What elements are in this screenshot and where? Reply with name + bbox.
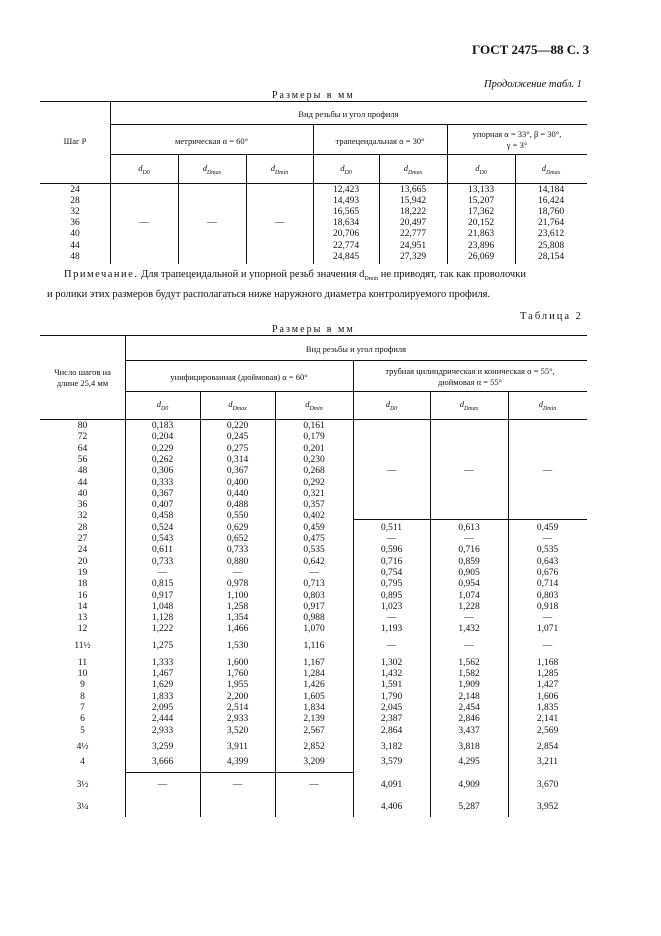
table2-unified-dmax: 3,520: [226, 725, 249, 736]
table2-steps: 4½: [76, 741, 89, 752]
table2-steps: 24: [77, 545, 88, 556]
table2-unified-dmin: 0,268: [303, 466, 325, 477]
table2-pipe-dmax: 5,287: [458, 802, 480, 812]
table2-unified-dmin: 0,201: [303, 443, 325, 454]
table2-head-pipe-2: дюймовая α = 55°: [438, 377, 502, 387]
table2-unified-dmax: 0,245: [226, 432, 249, 443]
table1-butt-dmax: 14,184: [537, 185, 565, 195]
table2-pipe-dmin: —: [542, 534, 553, 544]
table2-pipe-dmin: 1,071: [536, 624, 559, 635]
table1-subhead-3-symbol: d: [340, 163, 345, 173]
table1-head-trap: трапецеидальная α = 30°: [335, 136, 425, 146]
table1-subhead-2-symbol: d: [270, 163, 275, 173]
table2-subhead-3-symbol: d: [385, 399, 390, 409]
table2-pipe-d0: 0,795: [380, 579, 403, 590]
table2-steps: 32: [77, 511, 88, 522]
table2-unified-dmin: 1,284: [303, 669, 325, 679]
table2-steps: 16: [77, 590, 88, 601]
table2-unified-dmax: —: [232, 567, 243, 578]
table1-dash: —: [207, 218, 217, 228]
table2-unified-dmax: 0,314: [226, 454, 249, 465]
table1-pitch: 28: [70, 196, 80, 207]
note-text-1: Для трапецеидальной и упорной резьб значения d: [141, 269, 365, 280]
table1-trap-d0: 14,493: [332, 196, 360, 207]
table2-unified-d0: 0,543: [151, 534, 174, 544]
table2-unified-dmin: —: [309, 780, 319, 790]
table2-pipe-dmin: 0,918: [536, 601, 559, 612]
table2-steps: 20: [77, 556, 88, 567]
table2-unified-dmin: 0,535: [303, 545, 325, 556]
table2-unified-dmax: 0,550: [226, 511, 249, 522]
table2-unified-dmin: 2,852: [303, 741, 325, 752]
table2-steps: 28: [77, 522, 88, 533]
table2-unified-dmax: 0,220: [226, 421, 249, 431]
table2-pipe-dmin: 3,211: [536, 757, 559, 767]
table1-trap-dmax: 20,497: [399, 218, 427, 229]
table2-pipe-d0: 4,091: [380, 780, 403, 790]
table2-unified-dmin: 1,070: [303, 624, 325, 635]
table2-pipe-d0: 1,591: [380, 680, 403, 691]
table1-trap-d0: 22,774: [332, 240, 360, 251]
note-line-2: и ролики этих размеров будут располагаться ниже наружного диаметра контролируемого профиля.: [47, 289, 491, 300]
table2-pipe-dash: —: [542, 466, 553, 476]
table2-unified-dmax: 3,911: [226, 741, 249, 752]
table1-head-metric: метрическая α = 60°: [174, 136, 248, 146]
table2-unified-dmax: 0,629: [226, 522, 249, 533]
table1-trap-dmax: 22,777: [399, 229, 427, 240]
table2-pipe-dmin: —: [542, 640, 553, 651]
table2-pipe-d0: 2,864: [380, 725, 403, 736]
table2-unified-dmax: 0,978: [226, 579, 249, 590]
table1-head-kind: Вид резьбы и угол профиля: [298, 109, 399, 119]
table2-unified-dmax: 1,466: [226, 624, 249, 635]
table2-steps: 3½: [76, 780, 89, 790]
table1-subhead-6-index: Dmax: [545, 170, 561, 176]
table2-unified-dmax: 0,275: [226, 443, 249, 454]
table2-pipe-d0: 3,579: [380, 757, 403, 767]
table2-pipe-dmin: 0,714: [536, 579, 559, 590]
table2-pipe-d0: 0,716: [380, 556, 403, 567]
table2-pipe-dmax: —: [464, 613, 474, 624]
table2-unified-d0: 1,275: [151, 640, 174, 651]
table2-subhead-4-index: Dmax: [463, 406, 479, 412]
table2-pipe-d0: 0,895: [380, 590, 403, 601]
table2-unified-dmax: 0,488: [226, 500, 249, 511]
table1-trap-dmax: 18,222: [399, 207, 427, 218]
table2-unified-dmin: 0,459: [303, 522, 325, 533]
table2-unified-dmax: 0,652: [226, 534, 249, 544]
table2-pipe-dmin: 0,643: [536, 556, 559, 567]
table2-head-steps-2: длине 25,4 мм: [56, 378, 109, 388]
table2-pipe-dmin: 3,670: [536, 780, 559, 790]
table2-pipe-dmin: 3,952: [536, 802, 559, 812]
table2-subhead-0: [125, 399, 200, 415]
table1-subhead-4: [379, 163, 447, 179]
table2-pipe-d0: 1,023: [380, 601, 403, 612]
table2-unified-dmax: 1,530: [226, 640, 249, 651]
table2-unified-dmax: 2,933: [226, 714, 249, 725]
table2-head-steps: Число шагов на: [54, 367, 111, 377]
table2-unified-d0: 1,629: [151, 680, 174, 691]
table2-unified-d0: 2,095: [151, 702, 174, 713]
table2-steps: 56: [77, 454, 88, 465]
table2-pipe-dmin: 2,854: [536, 741, 559, 752]
table2-unified-d0: 0,306: [151, 466, 174, 477]
table2-pipe-d0: 1,790: [380, 691, 403, 702]
table2-steps: 11: [77, 657, 88, 668]
table2-pipe-dmin: —: [542, 613, 553, 624]
table1-subhead-4-symbol: d: [403, 163, 408, 173]
table1-subhead-4-index: Dmax: [407, 170, 423, 176]
note-label: Примечание.: [64, 269, 139, 280]
table2-pipe-dmax: 1,228: [458, 601, 480, 612]
table2-unified-d0: 1,048: [151, 601, 174, 612]
table2-unified-d0: 1,333: [151, 657, 174, 668]
table2-pipe-d0: 2,045: [380, 702, 403, 713]
table2-unified-dmin: 0,475: [303, 534, 325, 544]
table2-pipe-dmax: —: [464, 640, 474, 651]
table2-pipe-dmin: 0,535: [536, 545, 559, 556]
table2-pipe-dmax: 2,148: [458, 691, 480, 702]
table2-unified-d0: 0,815: [151, 579, 174, 590]
table1-butt-d0: 20,152: [467, 218, 495, 229]
table2-units: Размеры в мм: [272, 324, 355, 335]
table2-unified-dmax: 1,100: [226, 590, 249, 601]
table1-subhead-6-symbol: d: [541, 163, 546, 173]
table2-unified-d0: 0,367: [151, 488, 174, 499]
table2-pipe-d0: 0,511: [380, 522, 403, 533]
table2-unified-dmin: 0,321: [303, 488, 325, 499]
table2-unified-dmin: 1,834: [303, 702, 325, 713]
table2-unified-dmin: 0,642: [303, 556, 325, 567]
table2-subhead-4: [430, 399, 508, 415]
table1-dash: —: [274, 218, 285, 228]
table2-unified-d0: 0,733: [151, 556, 174, 567]
table1-trap-d0: 12,423: [332, 185, 360, 195]
table2-head-kind: Вид резьбы и угол профиля: [305, 344, 407, 354]
table2-unified-dmin: 1,605: [303, 691, 325, 702]
table1-subhead-1: [178, 163, 246, 179]
table2-pipe-d0: 4,406: [380, 802, 403, 812]
note-text-2: не приводят, так как проволочки: [378, 269, 526, 280]
table1-subhead-0-index: D0: [142, 170, 150, 176]
table2-pipe-dmin: 0,676: [536, 567, 559, 578]
table2-steps: 14: [77, 601, 88, 612]
table1-dash: —: [139, 218, 149, 228]
table2-steps: 44: [77, 477, 88, 488]
table2-unified-d0: 0,333: [151, 477, 174, 488]
table2-unified-dmax: 0,880: [226, 556, 249, 567]
table2-steps: 6: [80, 714, 85, 725]
table2-unified-d0: 1,467: [151, 669, 174, 679]
table1-units: Размеры в мм: [272, 90, 355, 101]
table2-pipe-dmin: 1,835: [536, 702, 559, 713]
table1-trap-dmax: 15,942: [399, 196, 427, 207]
table2-pipe-dmax: —: [464, 534, 474, 544]
table2-pipe-d0: 0,754: [380, 567, 403, 578]
table2-steps: 7: [80, 702, 85, 713]
table2-unified-d0: 3,259: [151, 741, 174, 752]
table2-unified-d0: —: [157, 567, 168, 578]
table2-unified-dmin: 0,713: [303, 579, 325, 590]
table1-trap-dmax: 24,951: [399, 240, 427, 251]
table2-unified-dmax: 0,440: [226, 488, 249, 499]
table2-pipe-dmax: 3,818: [458, 741, 480, 752]
table1-butt-dmax: 25,808: [537, 240, 565, 251]
table2-unified-d0: 1,222: [151, 624, 174, 635]
table2-steps: 12: [77, 624, 88, 635]
table2-unified-dmin: 2,139: [303, 714, 325, 725]
table2-unified-dmin: 1,426: [303, 680, 325, 691]
table2-pipe-dmax: 4,909: [458, 780, 480, 790]
table1-pitch: 36: [70, 218, 80, 229]
table2-unified-dmin: 3,209: [303, 757, 325, 767]
table2-steps: 72: [77, 432, 88, 443]
table1-subhead-5: [447, 163, 515, 179]
table2-pipe-dmax: 1,074: [458, 590, 480, 601]
table1-subhead-1-index: Dmax: [206, 170, 222, 176]
table2-unified-dmax: 1,258: [226, 601, 249, 612]
table2-subhead-0-index: D0: [160, 406, 169, 412]
table2-steps: 5: [80, 725, 85, 736]
table2-unified-d0: 0,204: [151, 432, 174, 443]
table2-pipe-d0: 1,193: [380, 624, 403, 635]
table1-subhead-5-index: D0: [479, 170, 487, 176]
table2-pipe-dmax: 1,909: [458, 680, 480, 691]
table1-trap-d0: 18,634: [332, 218, 360, 229]
table2-unified-d0: 1,833: [151, 691, 174, 702]
table2-unified-dmin: 0,357: [303, 500, 325, 511]
table2-head-pipe: трубная цилиндрическая и коническая α = 55°,: [385, 366, 555, 376]
table1-butt-d0: 15,207: [467, 196, 495, 207]
table1-pitch: 48: [70, 251, 80, 262]
table2-steps: 48: [77, 466, 88, 477]
table2-steps: 4: [80, 757, 85, 767]
table2-unified-dmax: 1,760: [226, 669, 249, 679]
table2-pipe-dmax: 2,846: [458, 714, 480, 725]
table2-steps: 64: [77, 443, 88, 454]
table1-butt-dmax: 18,760: [537, 207, 565, 218]
table1-butt-dmax: 16,424: [537, 196, 565, 207]
table2-pipe-dmin: 1,606: [536, 691, 559, 702]
table2-pipe-dash: —: [464, 466, 474, 476]
table2-pipe-dmin: 0,459: [536, 522, 559, 533]
table1-subhead-2-index: Dmin: [274, 170, 289, 176]
table2-subhead-5: [508, 399, 587, 415]
table2-unified-dmax: —: [232, 780, 243, 790]
table1-butt-dmax: 21,764: [537, 218, 565, 229]
table2-unified-d0: 1,128: [151, 613, 174, 624]
table1-head-buttress-2: γ = 3°: [506, 140, 528, 150]
table2-pipe-d0: 0,596: [380, 545, 403, 556]
table2-steps: 40: [77, 488, 88, 499]
table2-unified-dmin: 0,230: [303, 454, 325, 465]
table2-pipe-d0: —: [386, 534, 397, 544]
table2-pipe-d0: 1,432: [380, 669, 403, 679]
table2-pipe-d0: —: [386, 613, 397, 624]
table1-head-pitch: Шаг P: [63, 136, 87, 146]
table1-trap-d0: 20,706: [332, 229, 360, 240]
table2-unified-dmin: 0,917: [303, 601, 325, 612]
table1-trap-dmax: 13,665: [399, 185, 427, 195]
table2-unified-dmin: 0,402: [303, 511, 325, 522]
table2-pipe-dmax: 4,295: [458, 757, 480, 767]
table2-steps: 8: [80, 691, 85, 702]
table2-unified-dmin: 0,179: [303, 432, 325, 443]
table1-butt-d0: 17,362: [467, 207, 495, 218]
table2-pipe-d0: 3,182: [380, 741, 403, 752]
table2-subhead-2-symbol: d: [305, 399, 310, 409]
table2-subhead-3: [353, 399, 430, 415]
table2-steps: 10: [77, 669, 88, 679]
table2-unified-dmax: 1,955: [226, 680, 249, 691]
table1-subhead-0: [110, 163, 178, 179]
table2-pipe-dmax: 0,905: [458, 567, 480, 578]
document-id: ГОСТ 2475—88 С. 3: [472, 42, 590, 57]
table2-pipe-dmin: 1,427: [536, 680, 559, 691]
table2-steps: 80: [77, 421, 88, 431]
table2-subhead-5-index: Dmin: [542, 406, 557, 412]
note-line-1: [64, 266, 526, 288]
table2-subhead-5-symbol: d: [538, 399, 543, 409]
table2-pipe-dmax: 0,954: [458, 579, 480, 590]
table1-trap-dmax: 27,329: [399, 251, 427, 262]
table1-butt-d0: 21,863: [467, 229, 495, 240]
table2-subhead-1-symbol: d: [228, 399, 233, 409]
table2-unified-dmin: 0,988: [303, 613, 325, 624]
table2-unified-dmax: 0,367: [226, 466, 249, 477]
continuation-label: Продолжение табл. 1: [484, 79, 582, 90]
table2-unified-d0: 0,524: [151, 522, 174, 533]
table2-unified-dmax: 2,514: [226, 702, 249, 713]
table2-head-unified: унифицированная (дюймовая) α = 60°: [170, 372, 308, 382]
table2-pipe-dmax: 0,859: [458, 556, 480, 567]
table1-butt-dmax: 28,154: [537, 251, 565, 262]
table1-subhead-1-symbol: d: [202, 163, 207, 173]
table2-pipe-d0: —: [386, 640, 397, 651]
table2-pipe-dmax: 1,562: [458, 657, 480, 668]
table2-pipe-dmin: 1,168: [536, 657, 559, 668]
table2-steps: 27: [77, 534, 88, 544]
table2-unified-d0: 0,183: [151, 421, 174, 431]
table2-caption: Таблица 2: [520, 311, 583, 322]
table1-subhead-2: [246, 163, 313, 179]
table2-unified-d0: —: [157, 780, 168, 790]
table2-steps: 11½: [74, 640, 91, 651]
table2-unified-d0: 2,933: [151, 725, 174, 736]
table2-unified-dmax: 1,354: [226, 613, 249, 624]
table1-pitch: 24: [70, 185, 80, 195]
table2-pipe-dmin: 2,141: [536, 714, 559, 725]
table2-subhead-1-index: Dmax: [232, 406, 247, 412]
table1-butt-dmax: 23,612: [537, 229, 565, 240]
table1-subhead-5-symbol: d: [475, 163, 480, 173]
table1-trap-d0: 24,845: [332, 251, 360, 262]
table2-pipe-dmin: 1,285: [536, 669, 559, 679]
table2-steps: 9: [80, 680, 85, 691]
note-subscript: Dmin: [364, 276, 379, 282]
table2-unified-d0: 2,444: [151, 714, 174, 725]
table2-unified-dmax: 1,600: [226, 657, 249, 668]
table1-pitch: 32: [70, 207, 80, 218]
table1-subhead-0-symbol: d: [138, 163, 143, 173]
table2-subhead-0-symbol: d: [156, 399, 161, 409]
table2-subhead-2-index: Dmin: [309, 406, 323, 412]
table2-unified-dmin: 1,116: [303, 640, 325, 651]
table2-pipe-d0: 2,387: [380, 714, 403, 725]
table2-pipe-dmin: 0,803: [536, 590, 559, 601]
table2-pipe-dmax: 2,454: [458, 702, 480, 713]
table1-butt-d0: 23,896: [467, 240, 495, 251]
table2-unified-d0: 0,262: [151, 454, 174, 465]
table2-subhead-2: [275, 399, 353, 415]
table2-unified-dmin: 0,292: [303, 477, 325, 488]
table2-steps: 18: [77, 579, 88, 590]
table1-butt-d0: 13,133: [467, 185, 495, 195]
table2-unified-dmax: 0,733: [226, 545, 249, 556]
table2-pipe-dmax: 0,613: [458, 522, 480, 533]
table2-unified-dmin: 1,167: [303, 657, 325, 668]
table2-pipe-dmax: 0,716: [458, 545, 480, 556]
table2-unified-d0: 0,917: [151, 590, 174, 601]
table1-subhead-6: [515, 163, 587, 179]
table2-subhead-1: [200, 399, 275, 415]
table1-subhead-3: [313, 163, 379, 179]
table2-unified-d0: 0,407: [151, 500, 174, 511]
table2-subhead-4-symbol: d: [459, 399, 464, 409]
table1-subhead-3-index: D0: [344, 170, 352, 176]
table2-steps: 19: [77, 567, 88, 578]
table2-steps: 36: [77, 500, 88, 511]
table2-pipe-dmax: 1,432: [458, 624, 480, 635]
table1-butt-d0: 26,069: [467, 251, 495, 262]
table2-pipe-dmax: 1,582: [458, 669, 480, 679]
table2-unified-d0: 0,611: [151, 545, 174, 556]
table2-unified-d0: 0,229: [151, 443, 174, 454]
table1-head-buttress: упорная α = 33°, β = 30°,: [472, 129, 562, 139]
table2-pipe-d0: 1,302: [380, 657, 403, 668]
table1-trap-d0: 16,565: [332, 207, 360, 218]
table2-pipe-dmax: 3,437: [458, 725, 480, 736]
table2-unified-dmin: 0,803: [303, 590, 325, 601]
table1-pitch: 40: [70, 229, 80, 240]
table2-unified-dmax: 2,200: [226, 691, 249, 702]
table2-unified-dmin: 0,161: [303, 421, 325, 431]
table2-unified-dmin: 2,567: [303, 725, 325, 736]
table1-top-rule: [40, 101, 587, 102]
table2-subhead-3-index: D0: [389, 406, 398, 412]
table2-steps: 13: [77, 613, 88, 624]
table2-steps: 3¼: [76, 802, 89, 812]
table2-unified-d0: 0,458: [151, 511, 174, 522]
table2-pipe-dmin: 2,569: [536, 725, 559, 736]
table2-unified-dmax: 4,399: [226, 757, 249, 767]
table2-unified-d0: 3,666: [151, 757, 174, 767]
table2-pipe-dash: —: [386, 466, 397, 476]
table2-unified-dmax: 0,400: [226, 477, 249, 488]
table1-pitch: 44: [70, 240, 80, 251]
table2-unified-dmin: —: [309, 567, 319, 578]
